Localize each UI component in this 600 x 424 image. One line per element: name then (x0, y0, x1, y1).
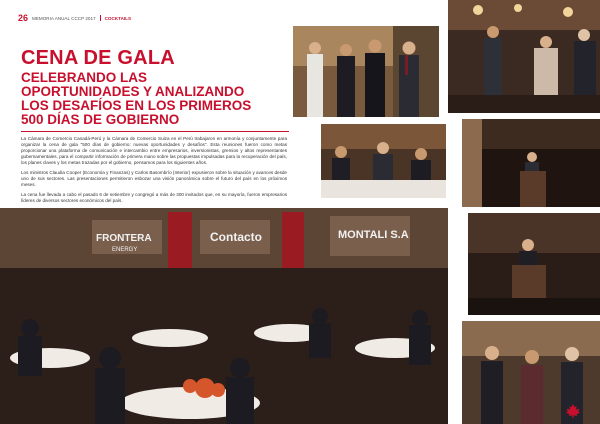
photo-table-guests-image (321, 124, 446, 198)
banner-frontera: FRONTERA (96, 233, 152, 244)
page-number: 26 (18, 13, 29, 23)
body-paragraph-1: La Cámara de Comercio Canadá-Perú y la Cámara de Comercio Suiza en el Perú trabajaron en armonía y conjuntamente para organizar la cena de gala "500 días de gobierno: nuevas oportunidades y desafíos". Esta reuniones fueron como metas proporcionar una plataforma de comunicación e intercambio entre empresarios, inversionistas, gremios y altos representantes gubernamentales, para el compartir información de primera mano sobre las propuestas impulsadas para la recuperación del país, los planes claves y los metas trazadas por el gobierno, pensamos para los siguientes años. (21, 136, 287, 165)
article-body (21, 136, 287, 208)
photo-speaker-man (468, 213, 600, 315)
section-name: COCKTAILS (104, 15, 132, 21)
banner-frontera-sub: ENERGY (112, 247, 138, 253)
photo-speaker-woman (462, 119, 600, 207)
maple-leaf-icon (566, 404, 580, 418)
header-divider (100, 15, 101, 21)
photo-group-posing-image (293, 26, 439, 117)
title-subtitle: CELEBRANDO LAS OPORTUNIDADES Y ANALIZANDO LOS DESAFÍOS EN LOS PRIMEROS 500 DÍAS DE GOBIERNO (21, 70, 252, 127)
photo-speaker-woman-image (462, 119, 600, 207)
photo-speaker-man-image (468, 213, 600, 315)
body-paragraph-2: Los ministros Claudia Cooper (Economía y Finanzas) y Carlos Basombrío (Interior) expusieron sobre la situación y avances desde uno de sus sectores. Las presentaciones permitieron esbozar una visión panorámica sobre el futuro del país en los próximos meses. (21, 170, 287, 187)
photo-guests-standing-image (448, 0, 600, 113)
banner-montali: MONTALI S.A (338, 229, 409, 241)
body-paragraph-3: La cena fue llevada a cabo el pasado 6 de setiembre y congregó a más de 300 invitados que, en su mayoría, fueron empresarios líderes de diversos sectores económicos del país. (21, 192, 287, 203)
photo-group-posing (293, 26, 439, 117)
banner-contacto: Contacto (210, 230, 262, 244)
publication-name: MEMORIA ANUAL CCCP 2017 (32, 15, 96, 21)
photo-banquet-hall-image (0, 208, 448, 424)
photo-table-guests (321, 124, 446, 198)
title-main: CENA DE GALA (21, 47, 175, 69)
article-title (21, 48, 291, 127)
photo-guests-standing (448, 0, 600, 113)
photo-banquet-hall (0, 208, 448, 424)
page-header (18, 12, 131, 24)
title-rule (21, 131, 289, 132)
